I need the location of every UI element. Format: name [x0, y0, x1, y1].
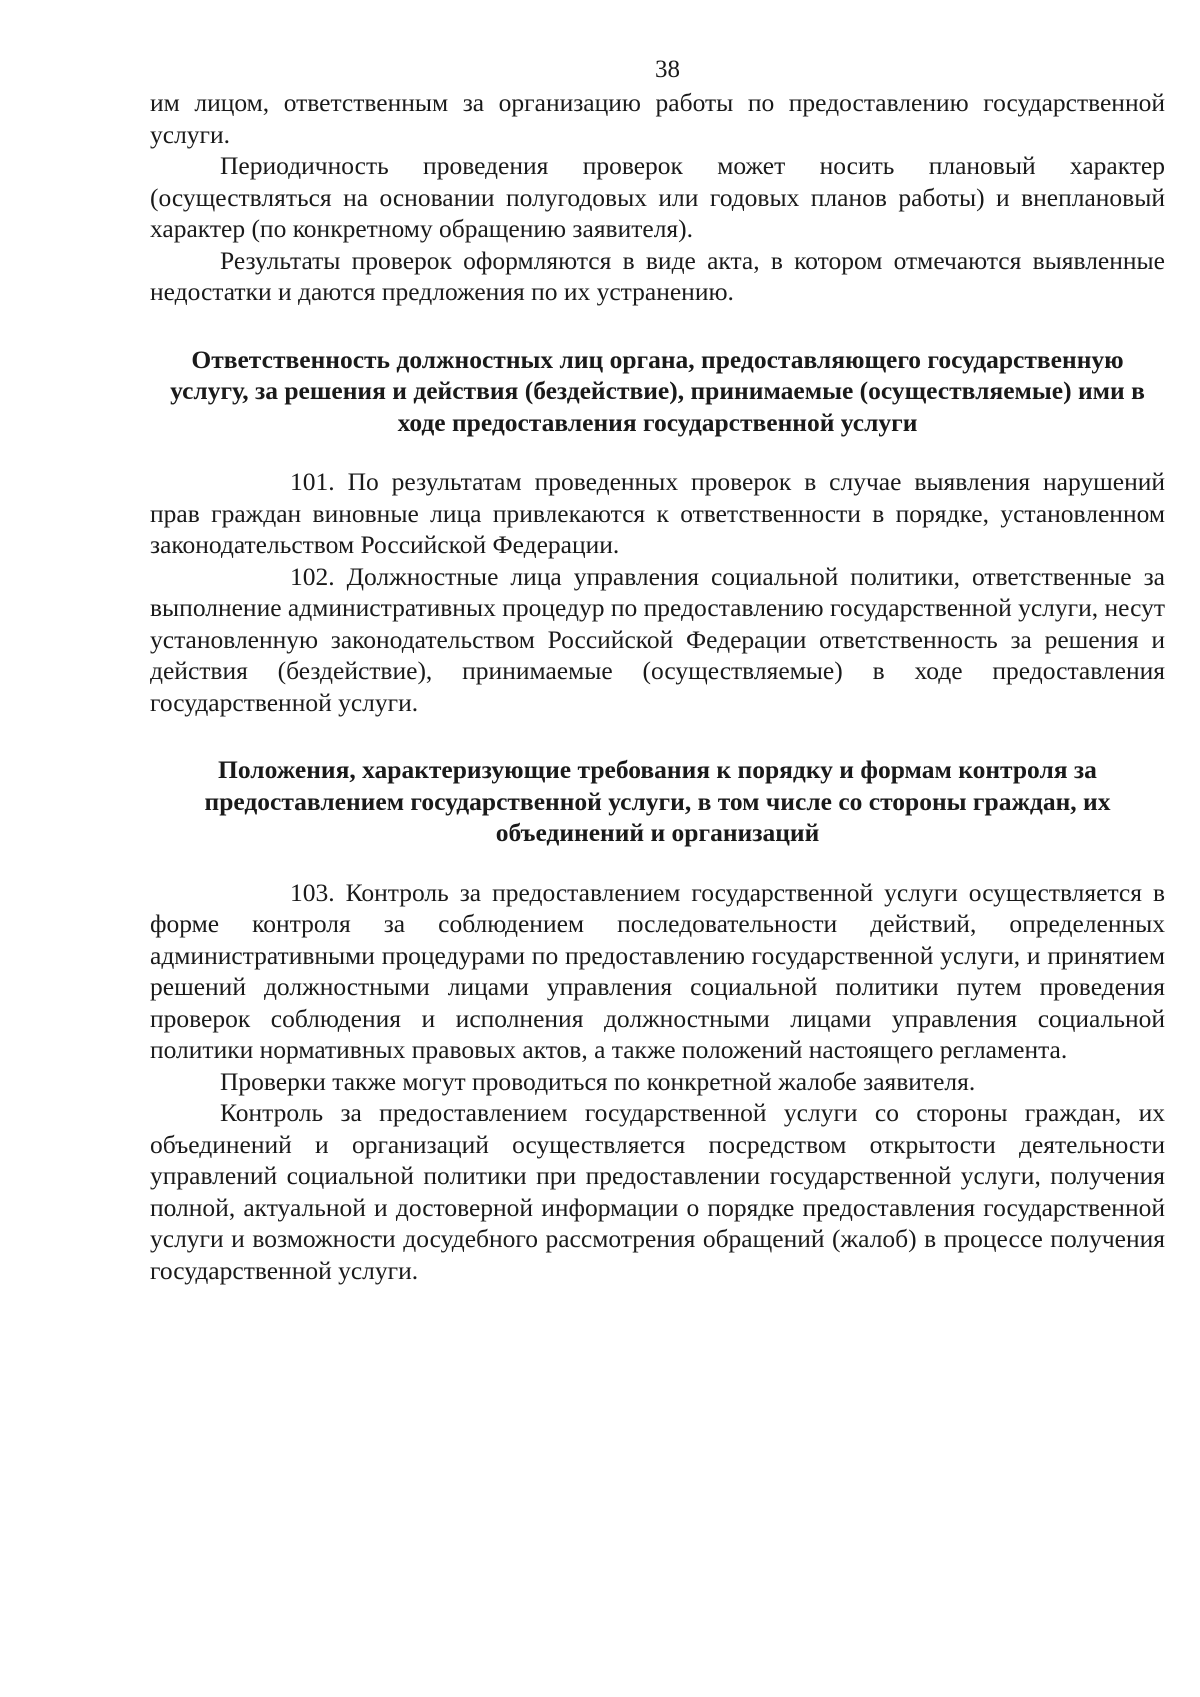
page-number: 38 — [655, 56, 680, 83]
paragraph-number: 102. — [290, 561, 335, 591]
paragraph-text: Должностные лица управления социальной политики, ответственные за выполнение административных процедур по предоставлению государственной услуги, несут установленную законодательством Российской Федерации ответственность за решения и действия (бездействие), принимаемые (осуществляемые) в ходе предоставления государственной услуги. — [150, 561, 1165, 717]
intro-paragraph-1: им лицом, ответственным за организацию работы по предоставлению государственной услуги. — [150, 88, 1165, 149]
paragraph-number: 103. — [290, 877, 335, 907]
paragraph-text: По результатам проведенных проверок в случае выявления нарушений прав граждан виновные лица привлекаются к ответственности в порядке, установленном законодательством Российской Федерации. — [150, 467, 1166, 559]
numbered-paragraph-101 — [150, 466, 1165, 561]
section-1-heading: Ответственность должностных лиц органа, предоставляющего государственную услугу, за решения и действия (бездействие), принимаемые (осуществляемые) ими в ходе предоставления государственной услуги — [170, 344, 1145, 437]
numbered-paragraph-103 — [150, 877, 1165, 1066]
section-2-heading: Положения, характеризующие требования к порядку и формам контроля за предоставлением государственной услуги, в том числе со стороны граждан, их объединений и организаций — [204, 755, 1111, 847]
intro-paragraph-3: Результаты проверок оформляются в виде акта, в котором отмечаются выявленные недостатки и даются предложения по их устранению. — [150, 245, 1165, 306]
section-2-body — [150, 877, 1165, 1287]
intro-paragraph-2: Периодичность проведения проверок может носить плановый характер (осуществляться на основании полугодовых или годовых планов работы) и внеплановый характер (по конкретному обращению заявителя). — [150, 151, 1165, 243]
intro-block — [150, 87, 1165, 308]
section-1-body — [150, 466, 1165, 718]
paragraph-text: Контроль за предоставлением государственной услуги осуществляется в форме контроля за соблюдением последовательности действий, определенных административными процедурами по предоставлению государственной услуги, и принятием решений должностными лицами управления социальной политики путем проведения проверок соблюдения и исполнения должностными лицами управления социальной политики нормативных правовых актов, а также положений настоящего регламента. — [150, 877, 1165, 1064]
section-2-paragraph-public-control: Контроль за предоставлением государственной услуги со стороны граждан, их объединений и организаций осуществляется посредством открытости деятельности управлений социальной политики при предоставлении государственной услуги, получения полной, актуальной и достоверной информации о порядке предоставления государственной услуги и возможности досудебного рассмотрения обращений (жалоб) в процессе получения государственной услуги. — [150, 1098, 1165, 1285]
document-page — [150, 55, 1165, 1286]
section-2-paragraph-complaint: Проверки также могут проводиться по конкретной жалобе заявителя. — [220, 1066, 976, 1096]
paragraph-number: 101. — [290, 467, 335, 496]
numbered-paragraph-102 — [150, 561, 1165, 719]
